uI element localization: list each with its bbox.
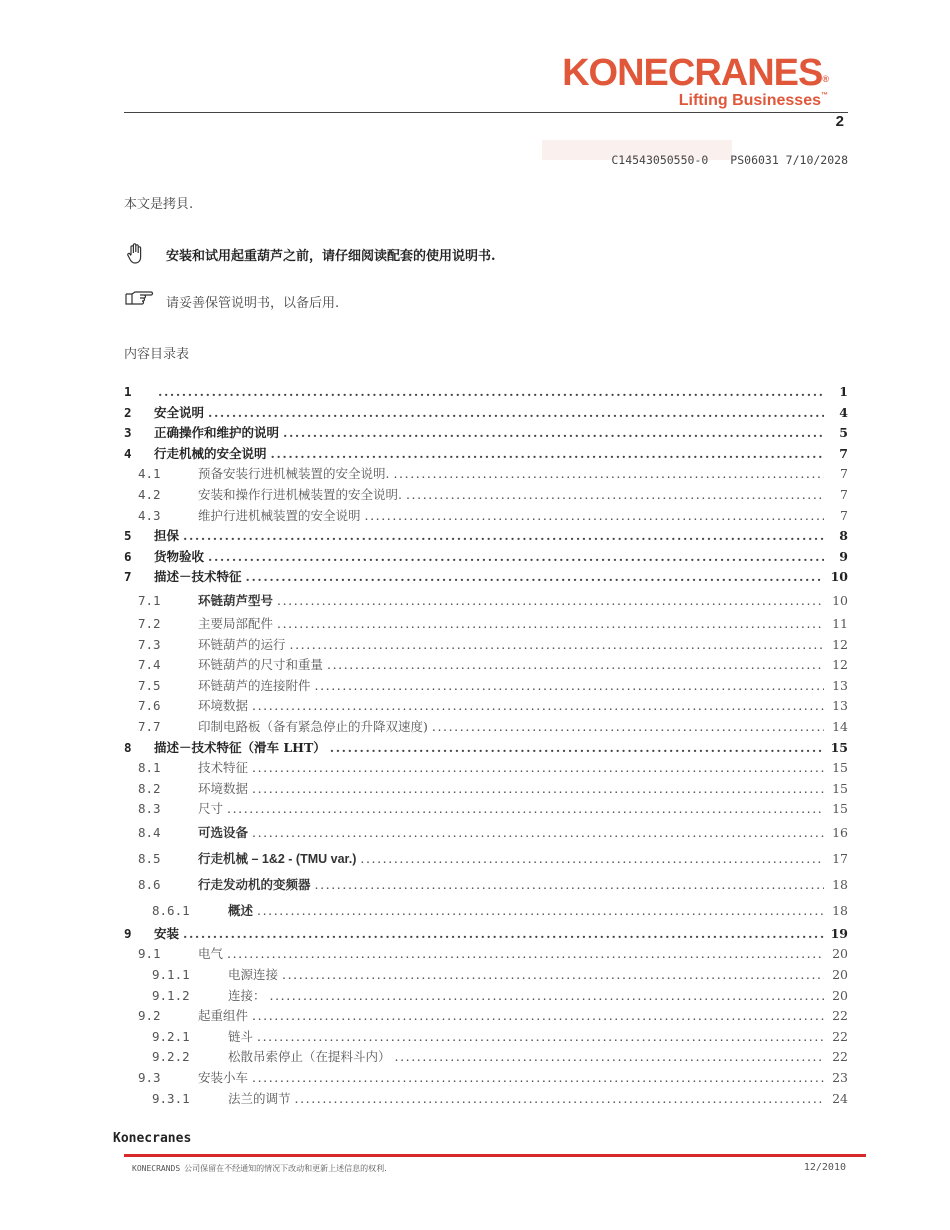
header-rule (124, 112, 848, 113)
toc-entry-title: 安装和操作行进机械装置的安全说明. (198, 486, 402, 502)
toc-entry-title: 担保 (154, 528, 180, 544)
toc-entry-page: 14 (832, 718, 848, 734)
toc-leader-dots (283, 423, 824, 444)
toc-entry-page: 5 (839, 425, 848, 441)
toc-entry[interactable] (124, 635, 848, 656)
toc-entry-page: 4 (839, 404, 848, 420)
footer-disclaimer-text: 公司保留在不经通知的情况下改动和更新上述信息的权利. (184, 1164, 387, 1173)
toc-entry[interactable] (124, 403, 848, 424)
toc-entry-page: 20 (832, 967, 848, 983)
toc-entry-page: 10 (830, 569, 848, 585)
toc-entry[interactable] (124, 1068, 848, 1089)
toc-entry-number: 7.3 (138, 636, 161, 652)
toc-entry-number: 9.1 (138, 946, 161, 962)
toc-entry-page: 10 (832, 592, 848, 608)
toc-entry-title: 环境数据 (198, 698, 249, 714)
toc-entry[interactable] (124, 1089, 848, 1110)
toc-leader-dots (252, 1006, 824, 1027)
toc-entry[interactable] (124, 944, 848, 965)
toc-entry-title: 环链葫芦的尺寸和重量 (198, 657, 324, 673)
toc-entry-title: 预备安装行进机械装置的安全说明. (198, 466, 390, 482)
toc-entry-title: 描述－技术特征 (154, 569, 242, 585)
toc-entry-number: 6 (124, 548, 132, 564)
toc-entry-number: 7.5 (138, 677, 161, 693)
toc-entry-title: 尺寸 (198, 801, 224, 817)
toc-entry-number: 7.4 (138, 657, 161, 673)
toc-entry-title: 安装 (154, 925, 180, 941)
toc-entry-page: 12 (832, 657, 848, 673)
toc-entry-number: 8.1 (138, 760, 161, 776)
toc-entry-title: 概述 (228, 903, 254, 918)
hint-notice (124, 289, 339, 313)
toc-entry-title: 安装小车 (198, 1070, 249, 1086)
toc-leader-dots (270, 986, 824, 1007)
toc-entry-number: 5 (124, 528, 132, 544)
toc-leader-dots (277, 614, 824, 635)
toc-entry-title: 可选设备 (198, 825, 249, 840)
footer-company: KONECRANDS (132, 1164, 181, 1173)
toc-entry[interactable] (124, 820, 848, 846)
toc-entry-page: 22 (832, 1008, 848, 1024)
toc-entry-number: 3 (124, 425, 132, 441)
toc-entry[interactable] (124, 676, 848, 697)
toc-entry-page: 7 (840, 486, 848, 502)
toc-entry-title: 电源连接 (228, 967, 279, 983)
toc-leader-dots (257, 898, 824, 924)
toc-entry-page: 12 (832, 636, 848, 652)
toc-entry[interactable] (124, 423, 848, 444)
toc-entry-page: 22 (832, 1049, 848, 1065)
toc-entry-page: 22 (832, 1028, 848, 1044)
table-of-contents (124, 382, 848, 1109)
document-id: C14543050550-0 (611, 153, 709, 167)
toc-entry-number: 4 (124, 445, 132, 461)
toc-entry-number: 9.3.1 (152, 1090, 190, 1106)
toc-entry-number: 8.5 (138, 850, 161, 866)
toc-entry-title: 环链葫芦型号 (198, 593, 274, 608)
pointing-hand-icon (124, 289, 152, 313)
toc-entry-page: 11 (832, 615, 848, 631)
toc-entry-number: 9.2 (138, 1008, 161, 1024)
toc-entry[interactable] (124, 758, 848, 779)
toc-leader-dots (330, 738, 824, 759)
footer-disclaimer (132, 1163, 387, 1174)
toc-entry[interactable] (124, 696, 848, 717)
toc-entry-number: 7.2 (138, 615, 161, 631)
toc-entry-title: 起重组件 (198, 1008, 249, 1024)
toc-entry[interactable] (124, 738, 848, 759)
page-number: 2 (835, 113, 844, 130)
toc-leader-dots (252, 779, 824, 800)
toc-entry-number: 9.3 (138, 1070, 161, 1086)
toc-entry[interactable] (124, 872, 848, 898)
toc-leader-dots (271, 444, 824, 465)
toc-leader-dots (208, 403, 824, 424)
toc-entry-page: 15 (832, 780, 848, 796)
toc-entry-number: 7.7 (138, 718, 161, 734)
toc-entry-page: 19 (830, 925, 848, 941)
toc-entry-page: 7 (839, 445, 848, 461)
toc-leader-dots (406, 485, 824, 506)
toc-entry-number: 7.6 (138, 698, 161, 714)
toc-entry-page: 16 (832, 824, 848, 840)
toc-entry[interactable] (124, 614, 848, 635)
toc-entry-title: 链斗 (228, 1028, 254, 1044)
toc-entry-number: 8.6 (138, 876, 161, 892)
toc-leader-dots (252, 820, 824, 846)
toc-leader-dots (257, 1027, 824, 1048)
toc-entry[interactable] (124, 799, 848, 820)
toc-entry-page: 15 (832, 760, 848, 776)
hand-stop-icon (124, 242, 152, 266)
toc-entry-title: 主要局部配件 (198, 615, 274, 631)
toc-entry-title: 法兰的调节 (228, 1090, 291, 1106)
toc-entry-number: 8.3 (138, 801, 161, 817)
toc-leader-dots (252, 758, 824, 779)
toc-leader-dots (277, 588, 824, 614)
toc-entry-title: 维护行进机械装置的安全说明 (198, 507, 361, 523)
toc-entry[interactable] (124, 1027, 848, 1048)
toc-leader-dots (158, 382, 824, 403)
toc-entry[interactable] (124, 924, 848, 945)
toc-entry[interactable] (124, 506, 848, 527)
footer-date: 12/2010 (803, 1162, 846, 1173)
toc-entry[interactable] (124, 1006, 848, 1027)
toc-entry-number: 1 (124, 384, 132, 399)
footer-rule (124, 1154, 866, 1157)
toc-entry-page: 13 (832, 698, 848, 714)
toc-entry-title: 环链葫芦的运行 (198, 636, 286, 652)
toc-entry-title: 描述－技术特征（滑车 LHT） (154, 739, 326, 755)
warning-text: 安装和试用起重葫芦之前，请仔细阅读配套的使用说明书. (166, 248, 496, 264)
toc-leader-dots (290, 635, 824, 656)
toc-entry-number: 4.2 (138, 486, 161, 502)
toc-leader-dots (208, 547, 824, 568)
toc-entry[interactable] (124, 444, 848, 465)
toc-entry-page: 18 (832, 876, 848, 892)
toc-leader-dots (365, 506, 824, 527)
toc-entry-page: 1 (839, 384, 848, 399)
toc-entry-number: 9.1.2 (152, 987, 190, 1003)
toc-entry-number: 9.1.1 (152, 967, 190, 983)
toc-entry-page: 7 (840, 466, 848, 482)
toc-entry-page: 23 (832, 1070, 848, 1086)
konecranes-logo (548, 52, 828, 112)
toc-entry-page: 15 (832, 801, 848, 817)
toc-entry[interactable] (124, 898, 848, 924)
toc-leader-dots (246, 567, 824, 588)
toc-entry[interactable] (124, 485, 848, 506)
toc-entry-page: 24 (832, 1090, 848, 1106)
toc-entry-title: 行走发动机的变频器 (198, 877, 311, 892)
toc-leader-dots (315, 872, 824, 898)
toc-title: 内容目录表 (124, 347, 190, 362)
copy-note: 本文是拷貝. (124, 197, 194, 212)
toc-entry-title: 松散吊索停止（在提料斗内） (228, 1049, 391, 1065)
toc-entry-title: 环链葫芦的连接附件 (198, 677, 311, 693)
toc-leader-dots (252, 1068, 824, 1089)
toc-entry-page: 17 (832, 850, 848, 866)
warning-notice (124, 242, 496, 266)
toc-entry-title: 正确操作和维护的说明 (154, 425, 280, 441)
toc-entry-number: 8.2 (138, 780, 161, 796)
toc-entry[interactable] (124, 547, 848, 568)
toc-entry-number: 8.6.1 (152, 902, 190, 918)
toc-entry-title: 安全说明 (154, 404, 205, 420)
toc-entry-page: 7 (840, 507, 848, 523)
toc-entry[interactable] (124, 382, 848, 403)
toc-entry-number: 8.4 (138, 824, 161, 840)
toc-leader-dots (395, 1047, 824, 1068)
toc-entry-title: 印制电路板（备有紧急停止的升降双速度) (198, 718, 428, 734)
logo-wordmark: KONECRANES® (562, 52, 828, 94)
toc-leader-dots (252, 696, 824, 717)
hint-text: 请妥善保管说明书，以备后用. (166, 295, 340, 311)
toc-entry-page: 9 (839, 548, 848, 564)
toc-entry[interactable] (124, 717, 848, 738)
toc-entry[interactable] (124, 986, 848, 1007)
toc-entry-number: 2 (124, 404, 132, 420)
toc-entry[interactable] (124, 779, 848, 800)
toc-entry-number: 8 (124, 739, 132, 755)
toc-entry-title: 连接： (228, 987, 266, 1003)
toc-entry[interactable] (124, 526, 848, 547)
document-ref-date: PS06031 7/10/2028 (730, 153, 848, 167)
toc-entry-number: 9 (124, 925, 132, 941)
toc-entry-number: 4.1 (138, 466, 161, 482)
toc-entry[interactable] (124, 567, 848, 588)
toc-leader-dots (315, 676, 824, 697)
toc-leader-dots (295, 1089, 824, 1110)
toc-leader-dots (327, 655, 824, 676)
toc-entry-title: 环境数据 (198, 780, 249, 796)
toc-leader-dots (360, 846, 824, 872)
toc-leader-dots (282, 965, 824, 986)
toc-entry-page: 8 (839, 528, 848, 544)
toc-entry-number: 4.3 (138, 507, 161, 523)
toc-entry-number: 9.2.2 (152, 1049, 190, 1065)
toc-leader-dots (227, 799, 824, 820)
toc-entry-page: 13 (832, 677, 848, 693)
toc-entry[interactable] (124, 965, 848, 986)
toc-entry-number: 7 (124, 569, 132, 585)
toc-leader-dots (183, 924, 824, 945)
toc-entry-page: 18 (832, 902, 848, 918)
toc-entry-number: 9.2.1 (152, 1028, 190, 1044)
toc-entry-title: 技术特征 (198, 760, 249, 776)
toc-leader-dots (393, 464, 824, 485)
document-reference (611, 153, 848, 167)
toc-entry-page: 20 (832, 987, 848, 1003)
toc-entry-title: 电气 (198, 946, 224, 962)
toc-leader-dots (183, 526, 824, 547)
toc-entry[interactable] (124, 846, 848, 872)
footer-brand: Konecranes (113, 1131, 192, 1146)
toc-entry-title: 行走机械 – 1&2 - (TMU var.) (198, 851, 357, 866)
logo-tagline: Lifting Businesses™ (678, 92, 828, 109)
toc-entry-title: 货物验收 (154, 548, 205, 564)
toc-entry-title: 行走机械的安全说明 (154, 445, 267, 461)
toc-entry[interactable] (124, 588, 848, 614)
toc-entry-number: 7.1 (138, 592, 161, 608)
toc-leader-dots (432, 717, 824, 738)
toc-leader-dots (227, 944, 824, 965)
toc-entry[interactable] (124, 464, 848, 485)
toc-entry[interactable] (124, 655, 848, 676)
toc-entry-page: 15 (830, 739, 848, 755)
toc-entry[interactable] (124, 1047, 848, 1068)
toc-entry-page: 20 (832, 946, 848, 962)
